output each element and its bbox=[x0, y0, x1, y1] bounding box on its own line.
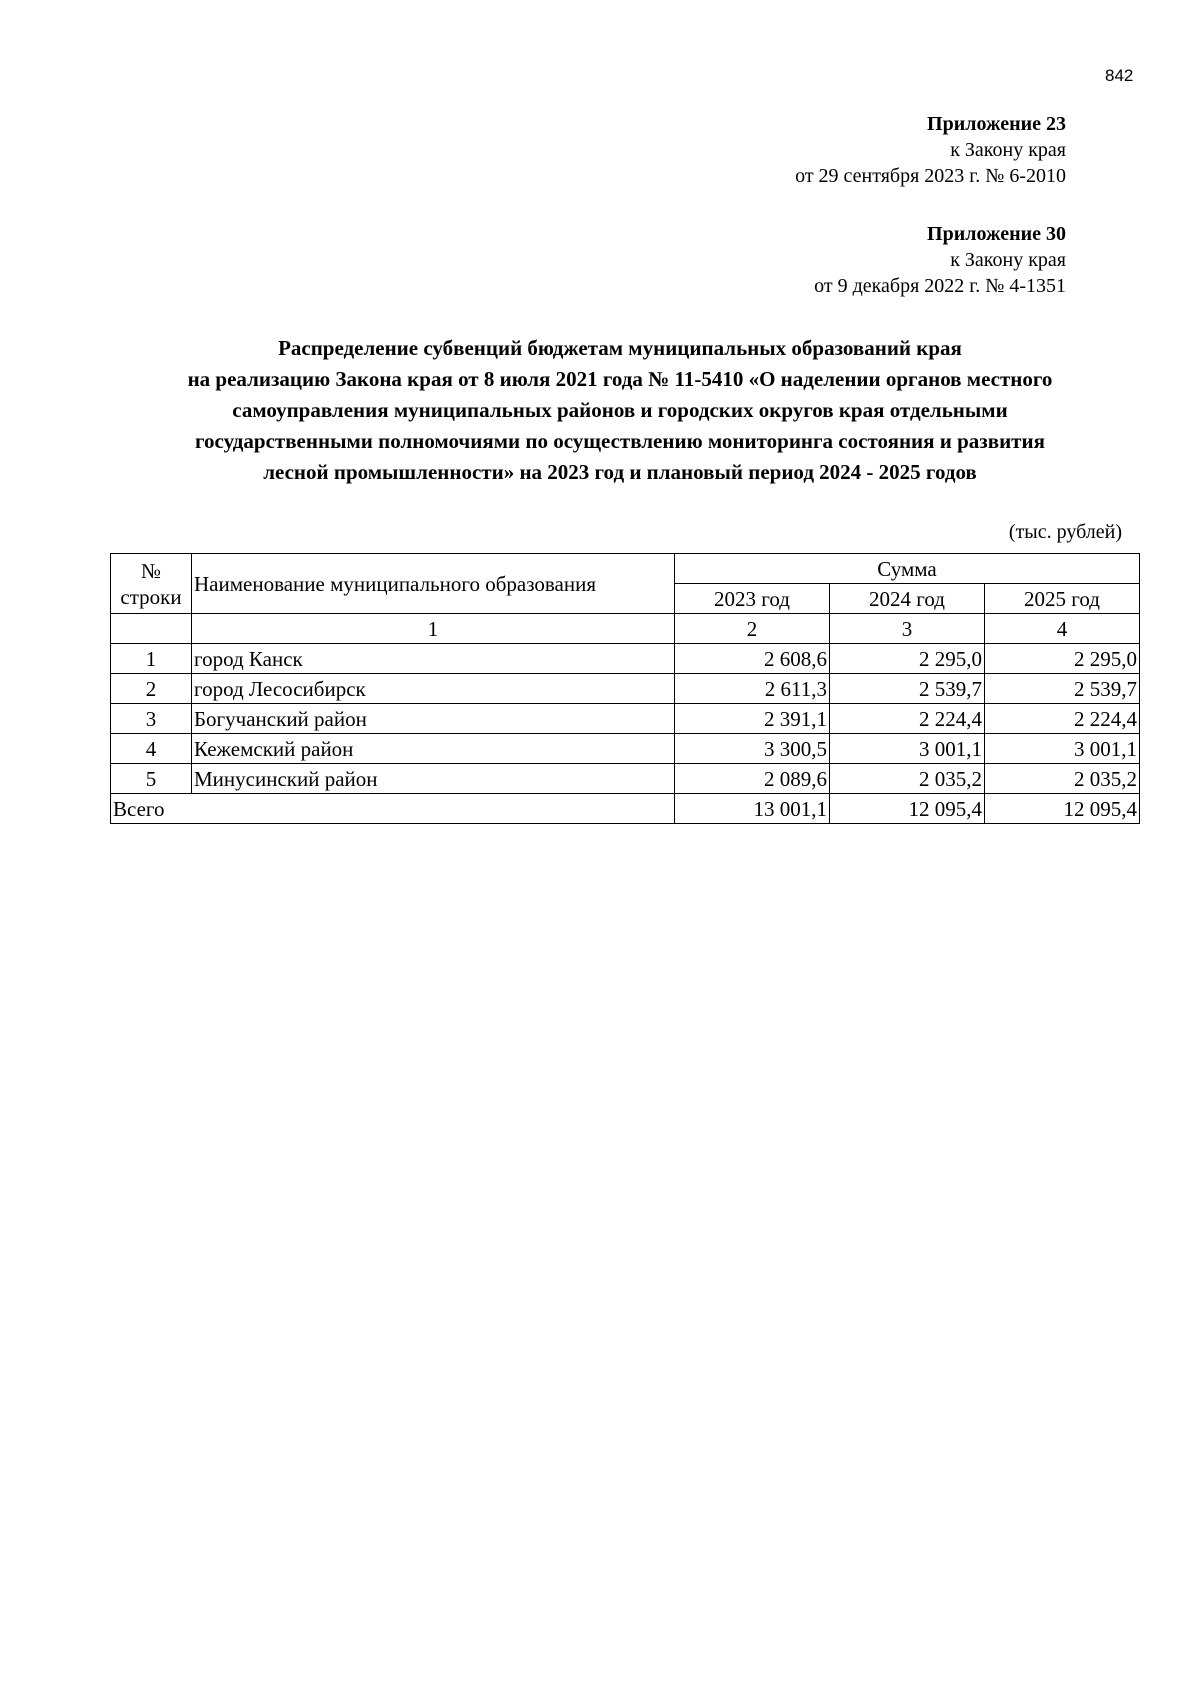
title-line: на реализацию Закона края от 8 июля 2021 года № 11-5410 «О наделении органов местного bbox=[187, 367, 1053, 391]
municipality-name: город Канск bbox=[192, 644, 675, 674]
value-2024: 2 224,4 bbox=[830, 704, 985, 734]
column-number: 1 bbox=[192, 614, 675, 644]
title-line: самоуправления муниципальных районов и городских округов края отдельными bbox=[232, 398, 1008, 422]
subvention-table bbox=[110, 553, 1140, 824]
header-row bbox=[111, 554, 1140, 584]
municipality-name: Кежемский район bbox=[192, 734, 675, 764]
table-row bbox=[111, 764, 1140, 794]
value-2023: 2 089,6 bbox=[675, 764, 830, 794]
title-line: государственными полномочиями по осуществлению мониторинга состояния и развития bbox=[195, 429, 1045, 453]
header-name: Наименование муниципального образования bbox=[192, 554, 675, 614]
row-number: 5 bbox=[111, 764, 192, 794]
value-2023: 3 300,5 bbox=[675, 734, 830, 764]
table-row bbox=[111, 734, 1140, 764]
table-row bbox=[111, 674, 1140, 704]
column-number: 3 bbox=[830, 614, 985, 644]
value-2023: 2 611,3 bbox=[675, 674, 830, 704]
municipality-name: Богучанский район bbox=[192, 704, 675, 734]
value-2025: 3 001,1 bbox=[985, 734, 1140, 764]
row-number: 4 bbox=[111, 734, 192, 764]
header-row-number bbox=[111, 554, 192, 614]
appendix-current-date: от 29 сентября 2023 г. № 6-2010 bbox=[795, 165, 1066, 187]
header-year-2023: 2023 год bbox=[675, 584, 830, 614]
header-no-symbol: № bbox=[140, 558, 162, 583]
value-2024: 2 539,7 bbox=[830, 674, 985, 704]
value-2024: 2 035,2 bbox=[830, 764, 985, 794]
total-2023: 13 001,1 bbox=[675, 794, 830, 824]
column-number-blank bbox=[111, 614, 192, 644]
header-sum: Сумма bbox=[675, 554, 1140, 584]
column-numbers-row bbox=[111, 614, 1140, 644]
appendix-original-law: к Закону края bbox=[950, 249, 1066, 271]
appendix-original-title: Приложение 30 bbox=[927, 223, 1066, 245]
value-2025: 2 539,7 bbox=[985, 674, 1140, 704]
appendix-current-law: к Закону края bbox=[950, 139, 1066, 161]
appendix-original-date: от 9 декабря 2022 г. № 4-1351 bbox=[814, 275, 1066, 297]
header-year-2024: 2024 год bbox=[830, 584, 985, 614]
title-line: Распределение субвенций бюджетам муниципальных образований края bbox=[278, 336, 962, 360]
header-no-label: строки bbox=[120, 584, 182, 609]
total-2025: 12 095,4 bbox=[985, 794, 1140, 824]
row-number: 2 bbox=[111, 674, 192, 704]
total-2024: 12 095,4 bbox=[830, 794, 985, 824]
value-2023: 2 608,6 bbox=[675, 644, 830, 674]
table-row bbox=[111, 644, 1140, 674]
value-2025: 2 035,2 bbox=[985, 764, 1140, 794]
value-2023: 2 391,1 bbox=[675, 704, 830, 734]
municipality-name: город Лесосибирск bbox=[192, 674, 675, 704]
value-2025: 2 224,4 bbox=[985, 704, 1140, 734]
column-number: 2 bbox=[675, 614, 830, 644]
units-label: (тыс. рублей) bbox=[1008, 521, 1122, 543]
appendix-current-title: Приложение 23 bbox=[927, 113, 1066, 135]
document-title bbox=[100, 333, 1140, 488]
total-label: Всего bbox=[111, 794, 675, 824]
value-2024: 2 295,0 bbox=[830, 644, 985, 674]
table-row bbox=[111, 704, 1140, 734]
value-2025: 2 295,0 bbox=[985, 644, 1140, 674]
appendix-current bbox=[795, 111, 1066, 189]
page-number: 842 bbox=[1105, 66, 1134, 85]
row-number: 1 bbox=[111, 644, 192, 674]
municipality-name: Минусинский район bbox=[192, 764, 675, 794]
row-number: 3 bbox=[111, 704, 192, 734]
appendix-original bbox=[814, 221, 1066, 299]
value-2024: 3 001,1 bbox=[830, 734, 985, 764]
total-row bbox=[111, 794, 1140, 824]
header-year-2025: 2025 год bbox=[985, 584, 1140, 614]
title-line: лесной промышленности» на 2023 год и плановый период 2024 - 2025 годов bbox=[263, 460, 977, 484]
column-number: 4 bbox=[985, 614, 1140, 644]
